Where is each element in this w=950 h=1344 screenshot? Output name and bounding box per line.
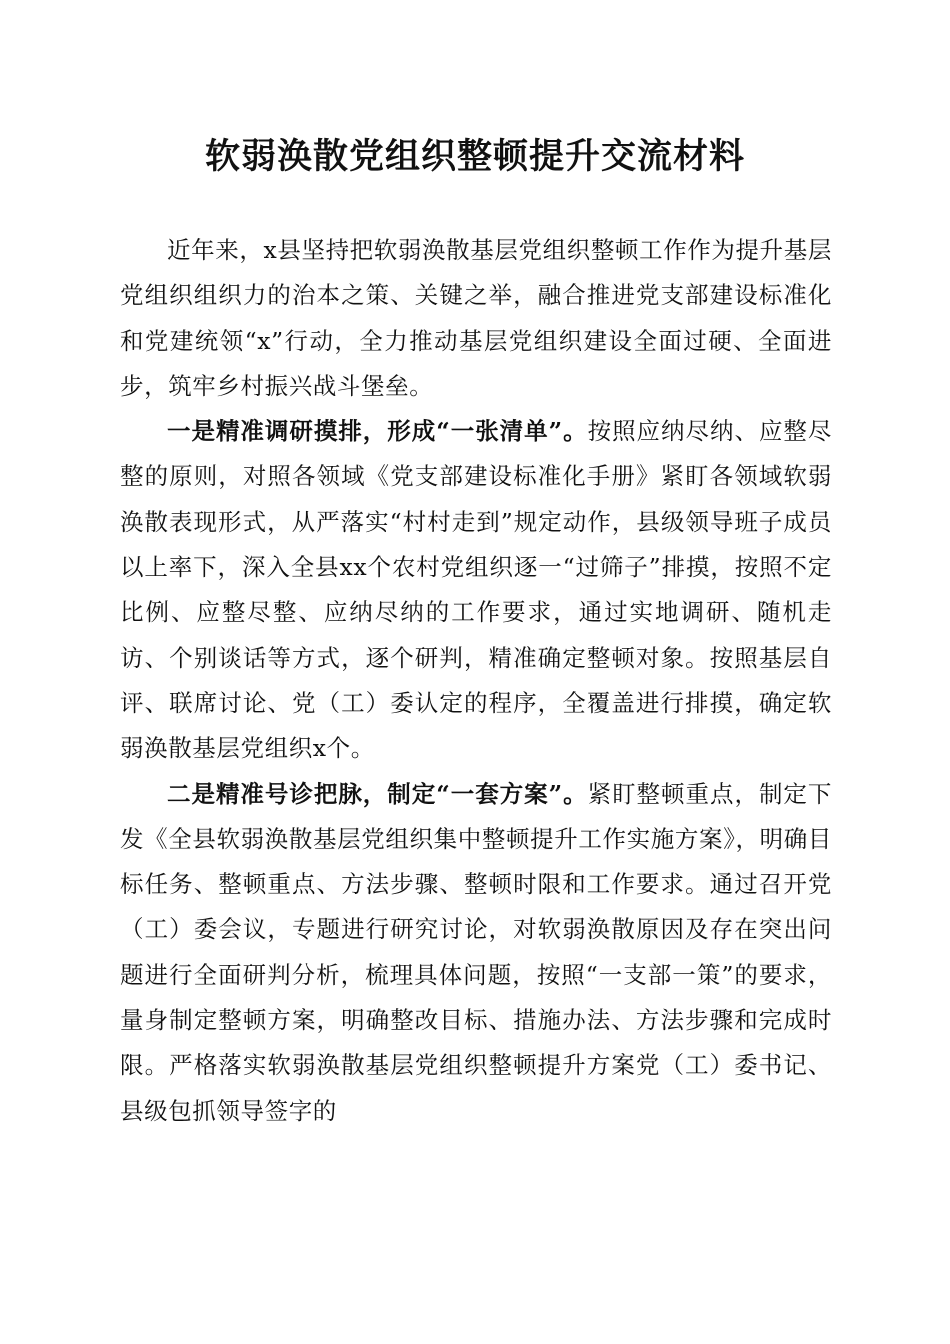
paragraph-point-two-heading: 二是精准号诊把脉，制定“一套方案”。 xyxy=(167,779,588,808)
paragraph-point-one xyxy=(120,409,832,771)
paragraph-point-one-text: 按照应纳尽纳、应整尽整的原则，对照各领域《党支部建设标准化手册》紧盯各领域软弱涣散表现形式，从严落实“村村走到”规定动作，县级领导班子成员以上率下，深入全县xx个农村党组织逐一“过筛子”排摸，按照不定比例、应整尽整、应纳尽纳的工作要求，通过实地调研、随机走访、个别谈话等方式，逐个研判，精准确定整顿对象。按照基层自评、联席讨论、党（工）委认定的程序，全覆盖进行排摸，确定软弱涣散基层党组织x个。 xyxy=(120,417,832,763)
paragraph-point-two xyxy=(120,772,832,1134)
paragraph-intro-text: 近年来，x县坚持把软弱涣散基层党组织整顿工作作为提升基层党组织组织力的治本之策、关键之举，融合推进党支部建设标准化和党建统领“x”行动，全力推动基层党组织建设全面过硬、全面进步，筑牢乡村振兴战斗堡垒。 xyxy=(120,236,832,400)
paragraph-point-one-heading: 一是精准调研摸排，形成“一张清单”。 xyxy=(167,417,588,446)
paragraph-intro xyxy=(120,228,832,409)
document-title: 软弱涣散党组织整顿提升交流材料 xyxy=(204,136,745,177)
paragraph-point-two-text: 紧盯整顿重点，制定下发《全县软弱涣散基层党组织集中整顿提升工作实施方案》，明确目标任务、整顿重点、方法步骤、整顿时限和工作要求。通过召开党（工）委会议，专题进行研究讨论，对软弱涣散原因及存在突出问题进行全面研判分析，梳理具体问题，按照“一支部一策”的要求，量身制定整顿方案，明确整改目标、措施办法、方法步骤和完成时限。严格落实软弱涣散基层党组织整顿提升方案党（工）委书记、县级包抓领导签字的 xyxy=(120,779,832,1125)
document-body xyxy=(120,228,832,1134)
